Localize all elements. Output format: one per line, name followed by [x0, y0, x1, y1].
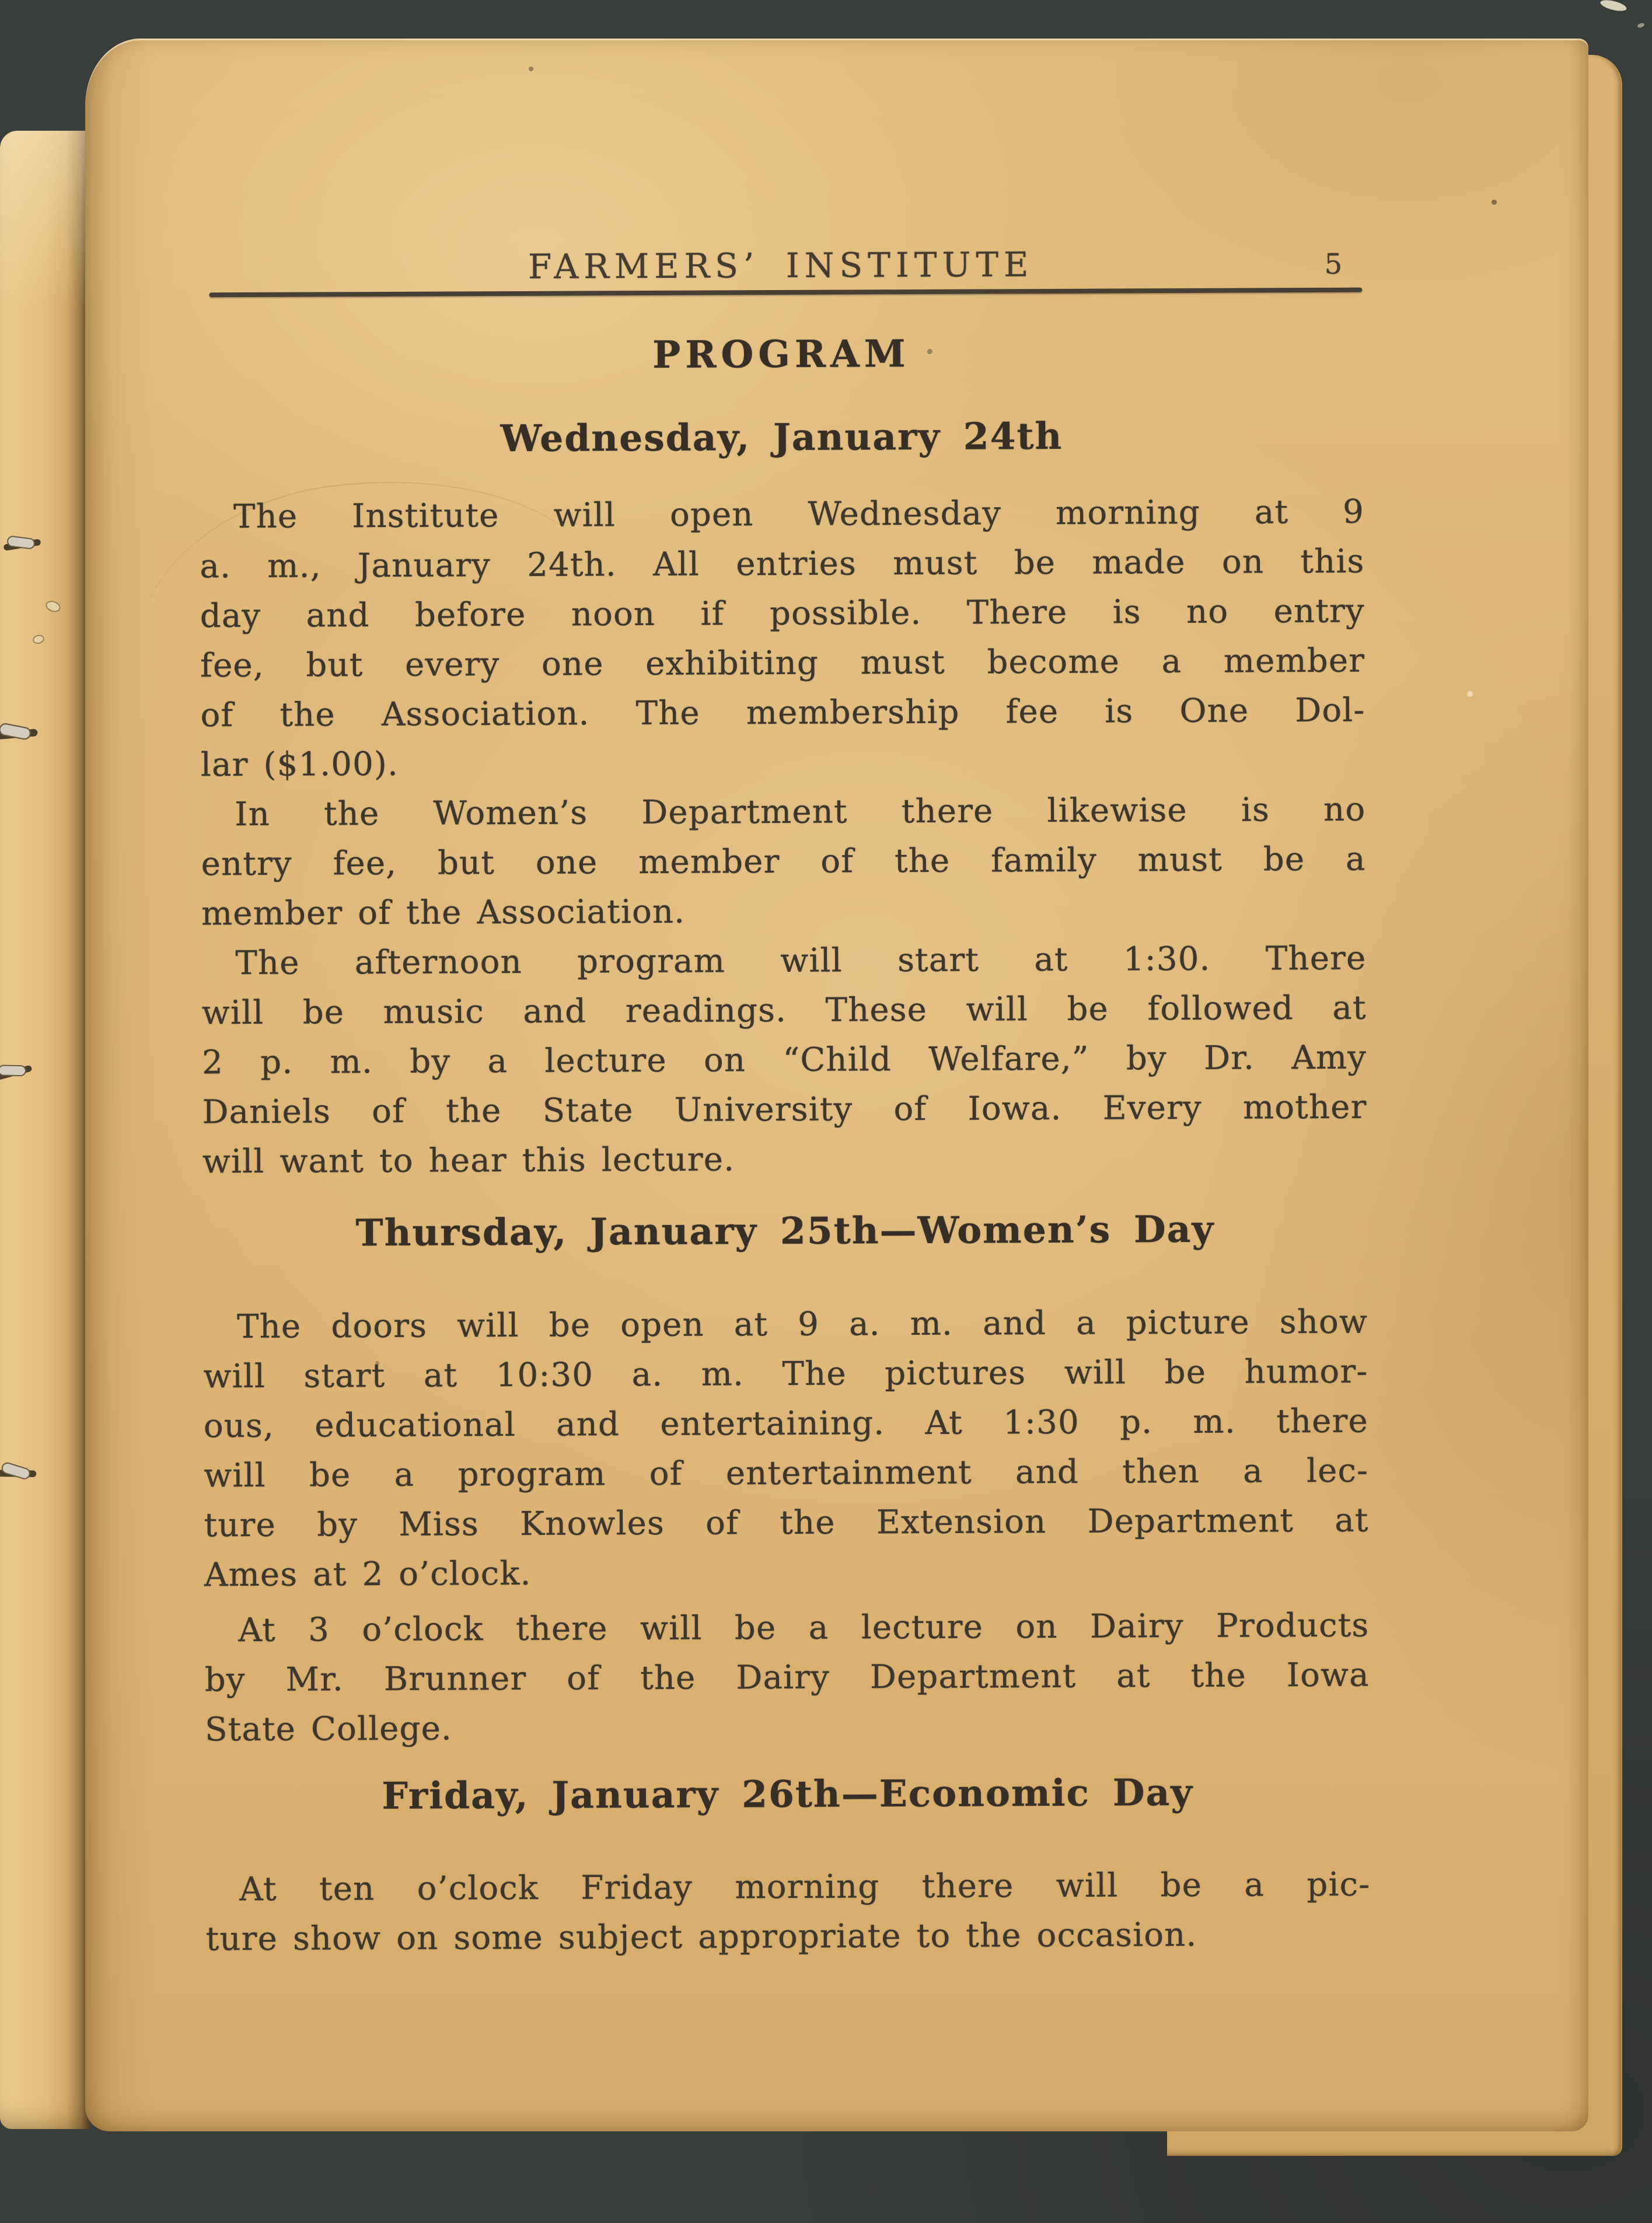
page-number: 5 — [1324, 247, 1343, 281]
text-line: will start at 10:30 a. m. The pictures will be humor- — [203, 1352, 1368, 1396]
text-line: of the Association. The membership fee is One Dol- — [200, 691, 1365, 735]
previous-page-edge — [0, 131, 90, 2129]
paragraph — [204, 1601, 1370, 1755]
paragraph — [201, 934, 1367, 1187]
text-line: ous, educational and entertaining. At 1:30 p. m. there — [203, 1402, 1369, 1446]
program-title: PROGRAM — [652, 332, 910, 377]
section-heading-wednesday: Wednesday, January 24th — [500, 414, 1063, 460]
text-line: member of the Association. — [201, 892, 686, 933]
text-line: The doors will be open at 9 a. m. and a picture show — [236, 1303, 1368, 1346]
text-line: will be music and readings. These will be followed at — [201, 989, 1367, 1032]
paper-speck — [1467, 691, 1473, 697]
text-line: a. m., January 24th. All entries must be made on this — [200, 542, 1365, 586]
text-line: day and before noon if possible. There is no entry — [200, 592, 1365, 636]
text-line: Ames at 2 o’clock. — [204, 1554, 532, 1594]
text-line: will want to hear this lecture. — [202, 1140, 735, 1181]
paragraph — [201, 785, 1366, 939]
paragraph — [200, 487, 1365, 790]
running-header-title: FARMERS’ INSTITUTE — [528, 245, 1034, 287]
text-line: At ten o’clock Friday morning there will be a pic- — [239, 1865, 1371, 1909]
section-heading-friday: Friday, January 26th—Economic Day — [382, 1770, 1194, 1818]
text-line: Daniels of the State University of Iowa. Every mother — [202, 1088, 1367, 1132]
text-line: fee, but every one exhibiting must become a member — [200, 641, 1365, 685]
text-line: The afternoon program will start at 1:30. There — [235, 939, 1367, 983]
text-line: by Mr. Brunner of the Dairy Department at the Iowa — [204, 1656, 1370, 1699]
section-heading-thursday: Thursday, January 25th—Women’s Day — [355, 1207, 1215, 1255]
ink-speck — [529, 67, 533, 71]
printed-content — [198, 235, 1371, 2050]
text-line: entry fee, but one member of the family must be a — [201, 840, 1366, 884]
text-line: In the Women’s Department there likewise is no — [235, 790, 1366, 834]
backdrop-paper-speck — [1637, 22, 1645, 29]
paragraph — [205, 1860, 1371, 1964]
text-line: At 3 o’clock there will be a lecture on Dairy Products — [238, 1606, 1370, 1650]
running-header — [198, 243, 1363, 295]
text-line: State College. — [205, 1709, 453, 1749]
text-line: will be a program of entertainment and then a lec- — [204, 1451, 1369, 1495]
text-line: 2 p. m. by a lecture on “Child Welfare,” by Dr. Amy — [202, 1038, 1367, 1082]
text-line: ture show on some subject appropriate to the occasion. — [205, 1915, 1197, 1959]
ink-speck — [1492, 200, 1497, 205]
text-line: The Institute will open Wednesday morning at 9 — [233, 493, 1365, 536]
ink-speck — [927, 349, 932, 354]
text-line: ture by Miss Knowles of the Extension Department at — [204, 1501, 1369, 1545]
backdrop-paper-speck — [1599, 0, 1627, 13]
paragraph — [203, 1297, 1369, 1600]
booklet-page — [85, 39, 1588, 2131]
text-line: lar ($1.00). — [200, 745, 399, 784]
